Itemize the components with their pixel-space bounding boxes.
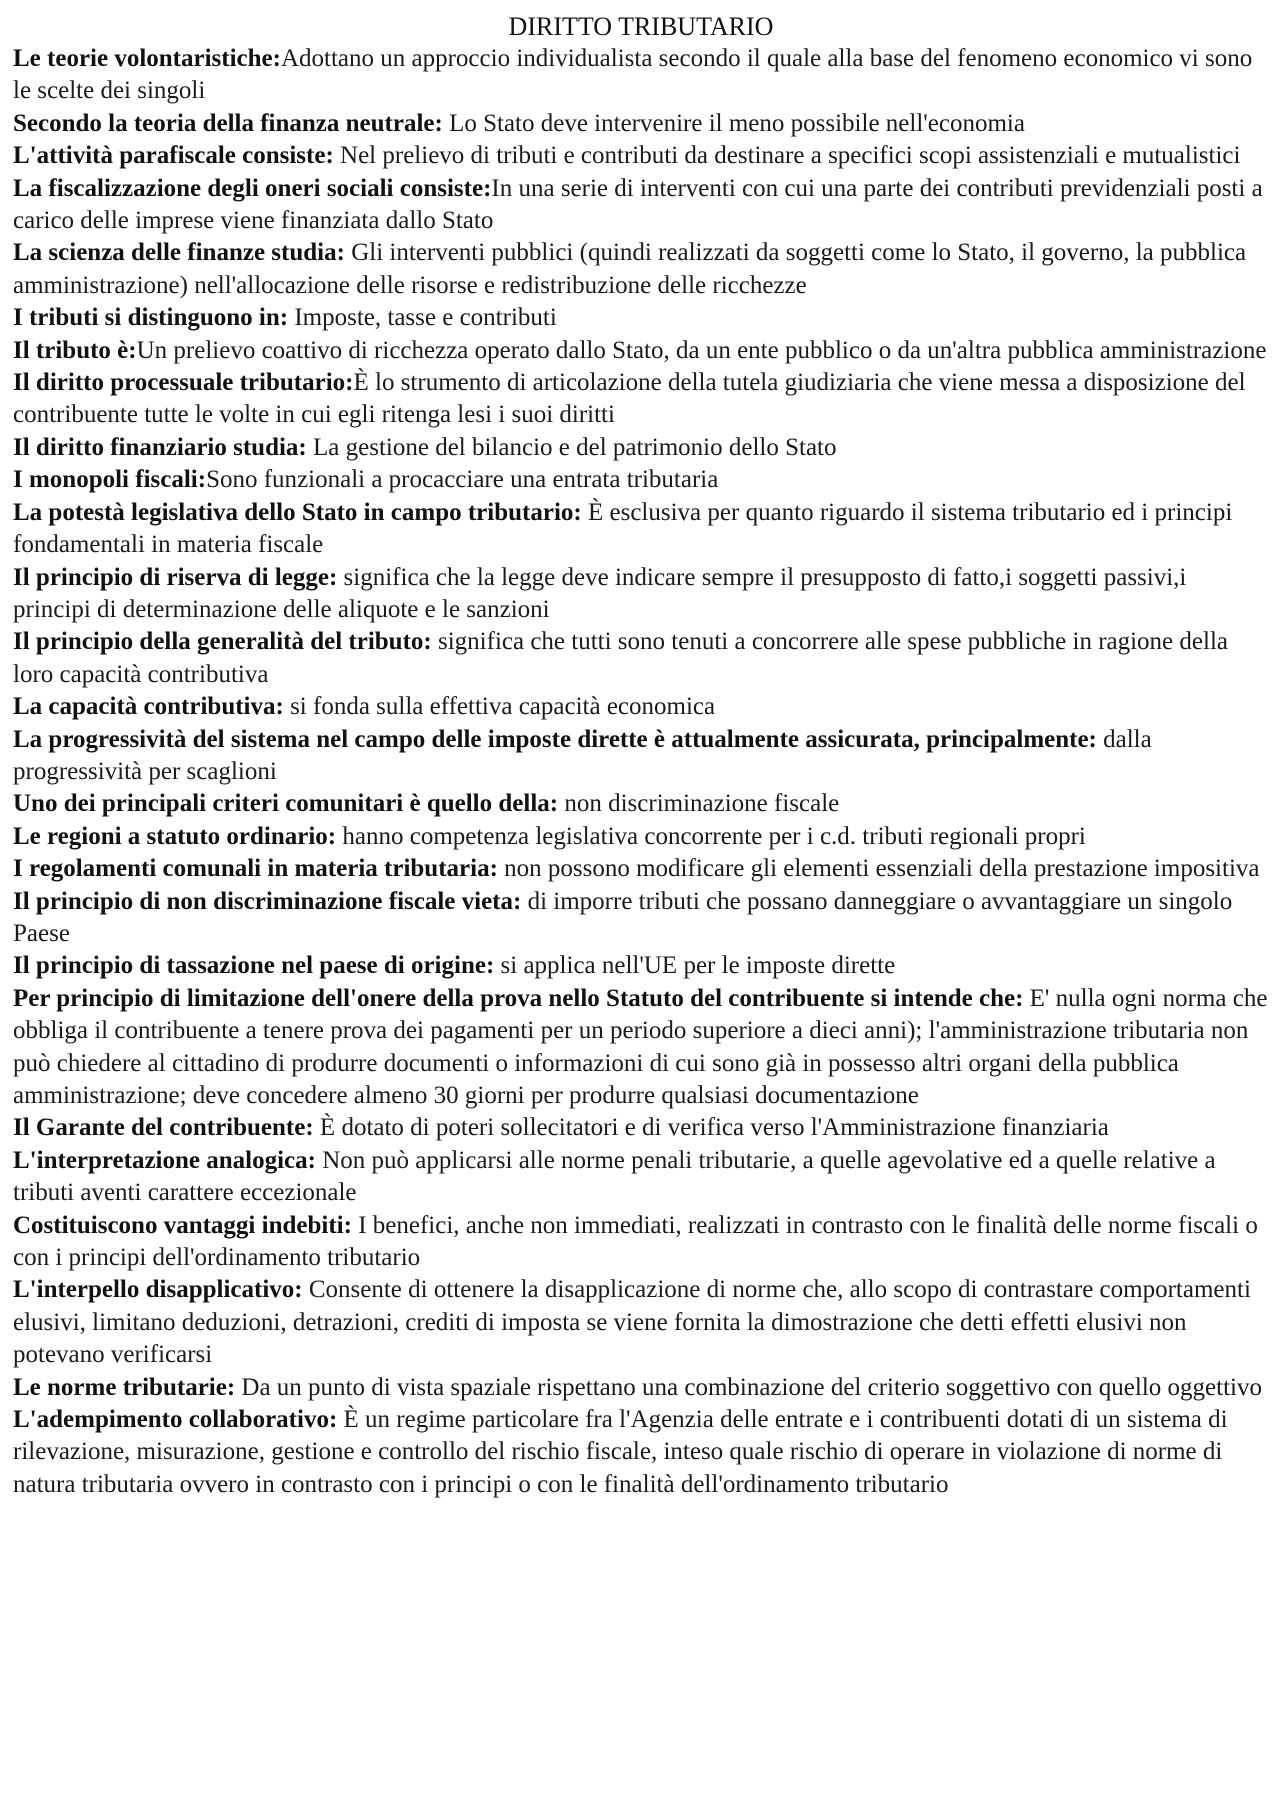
- entry-text: Un prelievo coattivo di ricchezza operato dallo Stato, da un ente pubblico o da un'altra pubblica amministrazione: [136, 336, 1267, 364]
- entry-paragraph: [13, 1112, 1269, 1144]
- entry-text: È un regime particolare fra l'Agenzia delle entrate e i contribuenti dotati di un sistema di rilevazione, misurazione, gestione e controllo del rischio fiscale, inteso quale rischio di operare in violazione di norme di natura tributaria ovvero in contrasto con i principi o con le finalità dell'ordinamento tributario: [13, 1406, 1228, 1498]
- entry-term: Uno dei principali criteri comunitari è quello della:: [13, 790, 559, 818]
- entry-term: La scienza delle finanze studia:: [13, 239, 345, 267]
- entry-text: È esclusiva per quanto riguardo il sistema tributario ed i principi fondamentali in materia fiscale: [13, 498, 1233, 559]
- entry-term: Le teorie volontaristiche:: [13, 45, 281, 72]
- entry-paragraph: [13, 626, 1269, 691]
- entry-paragraph: [13, 237, 1269, 302]
- entry-paragraph: [13, 432, 1269, 464]
- entry-term: La potestà legislativa dello Stato in campo tributario:: [13, 498, 582, 526]
- entry-paragraph: [13, 108, 1269, 140]
- entry-term: Il diritto finanziario studia:: [13, 433, 307, 461]
- entry-paragraph: [13, 724, 1269, 789]
- entry-term: Il principio della generalità del tributo:: [13, 628, 432, 656]
- entry-term: I regolamenti comunali in materia tributaria:: [13, 855, 498, 883]
- entry-text: Gli interventi pubblici (quindi realizzati da soggetti come lo Stato, il governo, la pubblica amministrazione) nell'allocazione delle risorse e redistribuzione delle ricchezze: [13, 239, 1247, 299]
- entry-text: significa che la legge deve indicare sempre il presupposto di fatto,i soggetti passivi,i principi di determinazione delle aliquote e le sanzioni: [13, 563, 1187, 623]
- entry-term: Costituiscono vantaggi indebiti:: [13, 1211, 352, 1239]
- entry-term: Il Garante del contribuente:: [13, 1114, 314, 1142]
- entry-text: di imporre tributi che possano danneggiare o avvantaggiare un singolo Paese: [13, 887, 1233, 947]
- entry-paragraph: [13, 464, 1269, 496]
- entry-paragraph: [13, 335, 1269, 367]
- entry-text: Nel prelievo di tributi e contributi da destinare a specifici scopi assistenziali e mutualistici: [333, 142, 1241, 170]
- entry-text: Da un punto di vista spaziale rispettano una combinazione del criterio soggettivo con quello oggettivo: [235, 1373, 1262, 1401]
- entry-text: non discriminazione fiscale: [558, 790, 840, 818]
- entry-paragraph: [13, 140, 1269, 172]
- entry-text: È lo strumento di articolazione della tutela giudiziaria che viene messa a disposizione del contribuente tutte le volte in cui egli ritenga lesi i suoi diritti: [13, 369, 1246, 429]
- entry-term: Secondo la teoria della finanza neutrale:: [13, 109, 443, 137]
- entry-paragraph: [13, 367, 1269, 432]
- entry-text: La gestione del bilancio e del patrimonio dello Stato: [306, 433, 837, 461]
- entry-paragraph: [13, 497, 1269, 562]
- entry-text: I benefici, anche non immediati, realizzati in contrasto con le finalità delle norme fiscali o con i principi dell'ordinamento tributario: [13, 1211, 1258, 1272]
- entry-paragraph: [13, 886, 1269, 951]
- document-page: [13, 10, 1269, 1501]
- entry-text: non possono modificare gli elementi essenziali della prestazione impositiva: [497, 855, 1260, 883]
- entry-term: Il tributo è:: [13, 336, 137, 364]
- entry-term: I monopoli fiscali:: [13, 466, 207, 494]
- entry-text: hanno competenza legislativa concorrente per i c.d. tributi regionali propri: [336, 822, 1086, 850]
- entry-list: [13, 43, 1269, 1501]
- entry-paragraph: [13, 1210, 1269, 1275]
- entry-paragraph: [13, 691, 1269, 723]
- entry-paragraph: [13, 1274, 1269, 1371]
- entry-text: Non può applicarsi alle norme penali tributarie, a quelle agevolative ed a quelle relative a tributi aventi carattere eccezionale: [13, 1146, 1216, 1207]
- entry-paragraph: [13, 788, 1269, 820]
- entry-term: Per principio di limitazione dell'onere della prova nello Statuto del contribuente si intende che:: [13, 984, 1024, 1012]
- entry-text: si applica nell'UE per le imposte dirette: [494, 952, 896, 980]
- entry-term: Il principio di riserva di legge:: [13, 563, 338, 591]
- entry-text: si fonda sulla effettiva capacità economica: [283, 693, 716, 721]
- entry-term: Le norme tributarie:: [13, 1373, 236, 1401]
- entry-paragraph: [13, 302, 1269, 334]
- entry-text: È dotato di poteri sollecitatori e di verifica verso l'Amministrazione finanziaria: [313, 1114, 1109, 1142]
- entry-text: Adottano un approccio individualista secondo il quale alla base del fenomeno economico vi sono le scelte dei singoli: [13, 45, 1253, 105]
- entry-text: Imposte, tasse e contributi: [288, 304, 557, 332]
- entry-term: L'adempimento collaborativo:: [13, 1406, 338, 1434]
- entry-paragraph: [13, 983, 1269, 1113]
- entry-paragraph: [13, 950, 1269, 982]
- entry-paragraph: [13, 43, 1269, 108]
- entry-paragraph: [13, 1145, 1269, 1210]
- entry-term: Il principio di non discriminazione fiscale vieta:: [13, 887, 522, 915]
- entry-paragraph: [13, 173, 1269, 238]
- entry-term: La fiscalizzazione degli oneri sociali consiste:: [13, 174, 492, 202]
- entry-text: Consente di ottenere la disapplicazione di norme che, allo scopo di contrastare comportamenti elusivi, limitano deduzioni, detrazioni, crediti di imposta se viene fornita la dimostrazione che detti effetti elusivi non potevano verificarsi: [13, 1276, 1251, 1369]
- document-title: DIRITTO TRIBUTARIO: [508, 12, 774, 41]
- entry-term: Il principio di tassazione nel paese di origine:: [13, 952, 495, 980]
- entry-text: significa che tutti sono tenuti a concorrere alle spese pubbliche in ragione della loro capacità contributiva: [13, 628, 1228, 688]
- entry-paragraph: [13, 1404, 1269, 1501]
- entry-text: E' nulla ogni norma che obbliga il contribuente a tenere prova dei pagamenti per un periodo superiore a dieci anni); l'amministrazione tributaria non può chiedere al cittadino di produrre documenti o informazioni di cui sono già in possesso altri organi della pubblica amministrazione; deve concedere almeno 30 giorni per produrre qualsiasi documentazione: [13, 984, 1268, 1109]
- entry-text: Lo Stato deve intervenire il meno possibile nell'economia: [442, 109, 1025, 137]
- entry-text: Sono funzionali a procacciare una entrata tributaria: [206, 466, 719, 494]
- entry-term: La progressività del sistema nel campo delle imposte dirette è attualmente assicurata, principalmente:: [13, 725, 1097, 753]
- entry-paragraph: [13, 821, 1269, 853]
- entry-term: L'interpello disapplicativo:: [13, 1276, 303, 1304]
- entry-paragraph: [13, 562, 1269, 627]
- entry-paragraph: [13, 1372, 1269, 1404]
- entry-term: Il diritto processuale tributario:: [13, 369, 354, 397]
- entry-term: I tributi si distinguono in:: [13, 304, 289, 332]
- entry-term: La capacità contributiva:: [13, 693, 284, 721]
- entry-term: L'attività parafiscale consiste:: [13, 142, 334, 170]
- entry-paragraph: [13, 853, 1269, 885]
- entry-text: dalla progressività per scaglioni: [13, 725, 1152, 785]
- entry-term: Le regioni a statuto ordinario:: [13, 822, 337, 850]
- entry-term: L'interpretazione analogica:: [13, 1146, 316, 1174]
- entry-text: In una serie di interventi con cui una parte dei contributi previdenziali posti a carico delle imprese viene finanziata dallo Stato: [13, 174, 1263, 235]
